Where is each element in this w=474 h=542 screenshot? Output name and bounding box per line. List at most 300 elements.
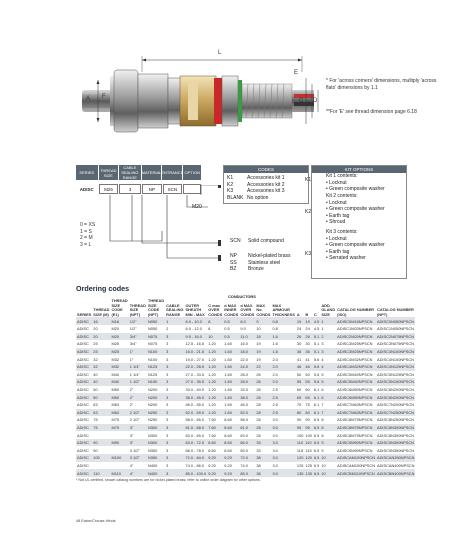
table-row: [76, 317, 415, 325]
table-cell: N050: [147, 317, 165, 325]
table-cell: ADISC7M63NPSCN: [336, 409, 376, 417]
table-cell: 3.0: [272, 447, 278, 453]
table-cell: 6: [321, 387, 324, 393]
table-cell: 74.0: [240, 462, 248, 468]
table-cell: 8.60: [223, 439, 239, 447]
table-cell: M90: [111, 439, 129, 447]
table-cell: 2.0: [272, 371, 278, 377]
table-cell: ADISC7M63NPSCN: [337, 402, 373, 408]
table-cell: 41: [296, 356, 302, 362]
table-cell: ADISC: [76, 454, 92, 462]
table-cell: 10: [207, 333, 223, 341]
table-cell: 3: [165, 439, 184, 447]
table-cell: 1: [320, 317, 336, 325]
table-row: [76, 409, 415, 417]
table-cell: 32: [93, 356, 98, 362]
table-row: [76, 401, 415, 409]
dim-e-label: E: [294, 70, 299, 76]
seal-compound-code: SCN: [230, 238, 241, 244]
table-cell: ADISC: [76, 378, 92, 386]
table-cell: 8.60: [223, 424, 239, 432]
table-cell: ADISC9N350NPSCN: [377, 447, 414, 453]
table-cell: ADISC3M25NPSCN: [336, 348, 376, 356]
table-cell: 3.0: [271, 424, 295, 432]
table-cell: 3: [166, 417, 169, 423]
kit-k3-line: • Locknut: [326, 235, 347, 242]
table-cell: 3: [166, 371, 169, 377]
table-cell: 1.60: [224, 341, 232, 347]
table-cell: 9.5 - 16.0: [184, 333, 207, 341]
table-cell: 1.20: [207, 378, 223, 386]
table-cell: 50: [305, 371, 310, 377]
table-cell: 19: [256, 341, 261, 347]
table-cell: ADISC7N250NPSCN: [377, 409, 414, 415]
table-row: [76, 371, 415, 379]
kit-k3-line: • Serrated washer: [326, 255, 366, 262]
table-cell: ADISC7N200NPSCN: [377, 402, 414, 408]
table-cell: 4": [129, 469, 147, 477]
code-header-entrance: ENTRANCE: [162, 165, 182, 180]
kit-k2-contents: [326, 193, 385, 226]
table-cell: 80: [296, 409, 305, 417]
col-header: CATALOG NUMBER (ISO): [337, 307, 374, 317]
table-cell: 3: [165, 333, 184, 341]
table-cell: 8.0: [239, 317, 255, 325]
codes-box: [223, 165, 312, 204]
table-cell: 4": [129, 462, 134, 468]
code-header-sealing: CABLE SEALING RANGE: [119, 165, 141, 180]
table-cell: 9.20: [208, 462, 216, 468]
col-header: ADD GLAND SIZE: [321, 302, 336, 317]
table-cell: [111, 431, 129, 439]
entry-size-label: M20: [192, 204, 202, 210]
table-cell: 3: [166, 447, 169, 453]
table-cell: 135: [305, 470, 312, 476]
table-cell: 22.0 - 28.5: [184, 363, 207, 371]
table-cell: 85.0: [239, 469, 255, 477]
table-cell: 3.0: [272, 462, 278, 468]
table-cell: 90: [296, 417, 302, 423]
table-cell: 27.0 - 33.5: [185, 371, 205, 377]
table-cell: ADISC6N200NPSCN: [377, 394, 414, 400]
table-cell: 28: [256, 387, 261, 393]
table-cell: ADISC: [76, 439, 92, 447]
materials-list: [230, 253, 291, 273]
dim-b-label: B: [307, 102, 312, 108]
cable-gland-drawing: [80, 50, 320, 145]
table-cell: ADISC5M40NPSCN: [337, 371, 373, 377]
table-cell: 40: [93, 371, 98, 377]
table-cell: 3": [129, 439, 147, 447]
table-cell: ADISC4M32NPSCN: [336, 363, 376, 371]
table-cell: 90: [92, 439, 110, 447]
table-cell: ADISC5N125NPSCN: [377, 371, 414, 377]
table-cell: 100: [305, 432, 312, 438]
table-cell: 1.20: [207, 348, 223, 356]
table-cell: ADISC: [77, 462, 89, 468]
table-cell: N250: [147, 417, 158, 423]
table-cell: 26: [304, 333, 313, 341]
table-cell: 2": [129, 393, 147, 401]
table-cell: N125: [147, 363, 165, 371]
table-cell: 65: [304, 393, 313, 401]
table-cell: 61.0: [239, 424, 255, 432]
table-cell: 10: [321, 462, 326, 468]
table-cell: 1.60: [223, 363, 239, 371]
table-cell: ADISCAN400NPSCN: [377, 462, 415, 468]
table-cell: 9.20: [224, 462, 232, 468]
table-cell: 9: [321, 447, 324, 453]
table-cell: ADISC5M40NPSCN: [336, 378, 376, 386]
table-cell: ADISC3M25NPSCN: [337, 341, 373, 347]
table-cell: 3: [165, 393, 184, 401]
table-cell: 8: [207, 317, 223, 325]
kit-k1-contents: [326, 173, 385, 193]
table-row: [76, 378, 415, 386]
table-cell: ADISC8N300NPSCN: [377, 432, 414, 438]
table-cell: 110: [92, 469, 110, 477]
table-cell: 50: [92, 393, 110, 401]
table-cell: 20: [93, 326, 98, 332]
table-cell: 1.60: [224, 356, 232, 362]
table-cell: 38: [256, 462, 261, 468]
table-cell: 52.0: [239, 409, 255, 417]
table-cell: 2: [320, 333, 336, 341]
table-cell: 4.5: [313, 318, 320, 324]
table-cell: 3: [166, 432, 169, 438]
table-cell: 32: [92, 363, 110, 371]
table-cell: ADISC8M75NPSCN: [337, 417, 373, 423]
table-cell: 90: [305, 417, 310, 423]
table-cell: N300: [147, 424, 165, 432]
kit-k2-line: • Green composite washer: [326, 206, 385, 213]
table-cell: 2: [166, 326, 169, 332]
table-cell: 7.60: [207, 424, 223, 432]
table-cell: 6.5: [313, 447, 320, 453]
codes-row-k1: [227, 175, 305, 182]
ordering-header-row: [76, 299, 415, 317]
table-cell: M25: [111, 348, 129, 356]
table-cell: 8.60: [224, 447, 232, 453]
col-header: CATALOG NUMBER (NPT): [377, 307, 414, 317]
table-cell: 0.5: [223, 317, 239, 325]
table-cell: 1.60: [224, 371, 232, 377]
table-cell: 2 1/2": [129, 409, 147, 417]
table-cell: 5.1: [313, 341, 320, 347]
table-cell: ADISC: [77, 402, 89, 408]
code-header-series: SERIES: [76, 165, 98, 180]
table-cell: ADISC9N300NPSCN: [377, 440, 414, 446]
table-cell: 1: [321, 326, 324, 332]
table-cell: 1.20: [208, 387, 216, 393]
material-code-bz: BZ: [230, 266, 237, 273]
table-cell: 60: [305, 387, 310, 393]
table-cell: 28.0: [239, 378, 255, 386]
table-cell: 3: [165, 363, 184, 371]
col-header: THREAD SIZE CODE (NPT): [147, 298, 165, 317]
kit-k2-line: • Shroud: [326, 219, 346, 226]
table-cell: 16.0: [240, 341, 248, 347]
table-cell: N075: [147, 333, 165, 341]
table-cell: M16: [111, 317, 129, 325]
code-value-entrance: SCN: [163, 184, 183, 194]
code-k2-desc: Accessories kit 2: [247, 181, 285, 188]
table-cell: 12.5 - 16.5: [185, 341, 205, 347]
table-cell: M63: [111, 402, 120, 408]
drawing-note-across-corners: * For 'across corners' dimensions, multiply 'across flats' dimensions by 1.1: [326, 78, 437, 91]
code-connector-lines: [80, 185, 230, 280]
table-cell: M63: [111, 409, 129, 417]
table-cell: 28: [255, 424, 271, 432]
table-cell: 33: [255, 439, 271, 447]
codes-row-k3: [227, 188, 305, 195]
table-cell: 2 1/2": [129, 417, 140, 423]
table-cell: 3.0: [272, 432, 278, 438]
table-cell: 6.1: [313, 387, 320, 393]
table-cell: 3/4": [129, 341, 137, 347]
table-cell: 28: [256, 402, 261, 408]
table-cell: 9: [320, 439, 336, 447]
table-cell: 3/4": [129, 333, 147, 341]
table-cell: 22: [255, 363, 271, 371]
col-header: C: [313, 311, 317, 317]
table-cell: 120: [305, 455, 312, 461]
table-cell: 25: [93, 341, 98, 347]
table-cell: ADISC2N075NPSCN: [377, 333, 414, 339]
code-blank: BLANK: [227, 194, 244, 201]
ordering-table-body: [76, 317, 415, 476]
table-cell: 75: [92, 424, 110, 432]
table-cell: [111, 446, 129, 454]
table-cell: 19: [255, 348, 271, 356]
table-cell: 26: [256, 371, 261, 377]
table-cell: 8: [320, 424, 336, 432]
sealing-range-notes: [80, 222, 95, 248]
table-cell: 6.0 - 12.0: [185, 326, 202, 332]
table-cell: 6.1: [313, 394, 320, 400]
table-cell: 28: [255, 409, 271, 417]
table-cell: 63: [93, 402, 98, 408]
table-cell: 27.0 - 35.5: [184, 378, 207, 386]
code-value-thread: M25: [99, 184, 119, 194]
col-header: THREAD SIZE CODE (E1): [111, 298, 128, 317]
table-cell: 10: [320, 454, 336, 462]
table-cell: 74.0 - 86.0: [185, 462, 205, 468]
conductors-group-header: CONDUCTORS: [228, 294, 256, 299]
table-cell: 0.5: [224, 326, 230, 332]
product-code-headers: [76, 165, 201, 180]
table-cell: 8.60: [224, 432, 232, 438]
table-cell: 1/2": [129, 317, 147, 325]
col-header: CABLE SEALING RANGE: [166, 302, 184, 317]
table-cell: N100: [147, 356, 158, 362]
col-header: d MAX OVER CONDS: [240, 302, 255, 317]
table-cell: ADISC6N200NPSCN: [377, 387, 414, 393]
table-cell: 1.6: [271, 348, 295, 356]
table-cell: N075: [147, 341, 158, 347]
table-cell: 9.20: [223, 469, 239, 477]
table-cell: 38.0: [239, 393, 255, 401]
table-cell: 6.5: [313, 440, 320, 446]
table-cell: M25: [111, 341, 120, 347]
table-cell: 0.5: [223, 333, 239, 341]
table-cell: 6.60: [208, 447, 216, 453]
table-cell: 1.20: [207, 409, 223, 417]
table-cell: 3: [320, 348, 336, 356]
table-cell: ADISC6M50NPSCN: [336, 393, 376, 401]
table-cell: ADISC8N250NPSCN: [377, 417, 414, 423]
table-cell: ADISC: [77, 326, 89, 332]
table-cell: 25: [92, 348, 110, 356]
table-cell: N350: [147, 447, 158, 453]
kit-k2-code: K2: [305, 209, 312, 215]
col-header: THREAD SIZE (M): [93, 307, 110, 317]
table-cell: 110: [296, 440, 304, 446]
table-cell: 6.1: [313, 402, 320, 408]
material-desc-bz: Bronze: [248, 266, 264, 273]
table-cell: N250: [147, 409, 165, 417]
table-cell: M50: [111, 387, 120, 393]
table-cell: 5: [321, 371, 324, 377]
table-cell: N150: [147, 378, 165, 386]
seal-note-s: 1 = S: [80, 228, 92, 235]
table-cell: M75: [111, 424, 129, 432]
codes-row-blank: [227, 195, 305, 202]
table-cell: 6.5: [313, 455, 320, 461]
table-cell: 28: [256, 432, 261, 438]
table-cell: 3 1/2": [129, 447, 140, 453]
table-cell: 3.0: [271, 469, 295, 477]
table-cell: 38: [255, 454, 271, 462]
table-cell: 38.0 - 45.0: [184, 393, 207, 401]
table-cell: M20: [111, 326, 120, 332]
table-cell: ADISC8N300NPSCN: [377, 424, 414, 430]
table-cell: 50: [93, 387, 98, 393]
dim-f-label: F: [102, 94, 106, 100]
table-row: [76, 348, 415, 356]
table-cell: 120: [296, 455, 304, 461]
table-cell: 3: [166, 341, 169, 347]
table-cell: 1/2": [129, 326, 137, 332]
table-cell: 69.0: [240, 447, 248, 453]
table-cell: ADISC1N050NPSCN: [377, 326, 414, 332]
table-cell: 16.0 - 21.5: [184, 348, 207, 356]
table-cell: ADISCAM100NPSCN: [337, 455, 376, 461]
table-cell: 1.60: [223, 378, 239, 386]
table-cell: 24.0: [239, 363, 255, 371]
code-value-material: NP: [142, 184, 162, 194]
material-row-bz: [230, 266, 291, 273]
table-cell: 19: [296, 317, 305, 325]
table-cell: M40: [111, 378, 129, 386]
table-cell: ADISC: [76, 333, 92, 341]
kit-k2-line: • Locknut: [326, 199, 347, 206]
table-cell: 6: [320, 393, 336, 401]
col-header: A: [296, 311, 300, 317]
kit-k1-line: • Green composite washer: [326, 186, 385, 193]
material-desc-np: Nickel-plated brass: [248, 253, 291, 259]
table-cell: ADISCBM110NPSCN: [337, 470, 375, 476]
table-cell: 7.60: [208, 432, 216, 438]
table-cell: 135: [296, 470, 304, 476]
table-cell: ADISC: [77, 371, 89, 377]
code-k3-desc: Accessories kit 3: [247, 188, 285, 195]
seal-note-m: 2 = M: [80, 235, 93, 241]
kit-k1-line: Kit 1 contents:: [326, 173, 358, 179]
table-cell: [111, 462, 129, 470]
table-cell: 1": [129, 356, 134, 362]
table-cell: 3: [165, 454, 184, 462]
table-cell: 6.5: [313, 424, 320, 430]
table-cell: 4.5: [313, 326, 320, 332]
seal-note-l: 3 = L: [80, 241, 92, 248]
table-cell: 1 1/4": [129, 363, 147, 371]
table-cell: 10: [320, 469, 336, 477]
table-cell: 5.6: [313, 371, 320, 377]
table-cell: ADISC8M75NPSCN: [337, 432, 373, 438]
table-cell: 75: [305, 402, 310, 408]
table-cell: 9.20: [207, 469, 223, 477]
table-cell: ADISC0N050NPSCN: [377, 318, 414, 324]
material-row-np: [230, 253, 291, 260]
table-cell: M100: [111, 454, 129, 462]
table-cell: ADISC6M50NPSCN: [337, 387, 373, 393]
table-cell: 0.8: [272, 326, 278, 332]
kit-k2-line: • Earth tag: [326, 212, 350, 219]
table-cell: ADISC9M90NPSCN: [336, 439, 376, 447]
material-desc-ss: Stainless steel: [248, 259, 281, 266]
table-cell: N400: [147, 462, 158, 468]
table-cell: 3: [165, 378, 184, 386]
table-cell: 28.0: [240, 371, 248, 377]
ordering-codes-title: Ordering codes: [76, 284, 130, 293]
kit-options-box: [305, 165, 407, 279]
table-cell: 100: [296, 432, 304, 438]
table-cell: ADISC4N100NPSCN: [377, 356, 414, 362]
table-cell: 1.60: [223, 409, 239, 417]
table-cell: M40: [111, 371, 120, 377]
table-cell: 1.60: [223, 393, 239, 401]
table-cell: N200: [147, 387, 158, 393]
dim-l-label: L: [218, 50, 222, 56]
table-cell: 26: [255, 378, 271, 386]
table-row: [76, 454, 415, 462]
table-cell: 100: [92, 454, 110, 462]
code-value-sealing: 3: [119, 184, 141, 194]
table-cell: 5.1: [313, 333, 320, 339]
table-cell: 3 1/2": [129, 454, 147, 462]
table-cell: N050: [147, 326, 158, 332]
kit-k3-code: K3: [305, 251, 312, 257]
table-cell: 18: [255, 333, 271, 341]
table-cell: 28: [255, 393, 271, 401]
table-cell: N300: [147, 439, 165, 447]
table-cell: 2.0: [272, 356, 278, 362]
kit-k2-line: Kit 2 contents:: [326, 193, 358, 199]
table-row: [76, 386, 415, 394]
table-cell: ADISC8M75NPSCN: [336, 424, 376, 432]
col-header: B: [305, 311, 309, 317]
table-cell: 6.5: [313, 462, 320, 468]
table-cell: 22.0: [240, 356, 248, 362]
code-k3: K3: [227, 188, 234, 195]
material-code-ss: SS: [230, 259, 237, 266]
col-header: THREAD SIZE (NPT): [129, 302, 146, 317]
table-cell: N400: [147, 469, 165, 477]
table-cell: 5.6: [313, 364, 320, 370]
code-k1-desc: Accessories kit 1: [247, 175, 285, 181]
table-cell: 26: [296, 333, 305, 341]
